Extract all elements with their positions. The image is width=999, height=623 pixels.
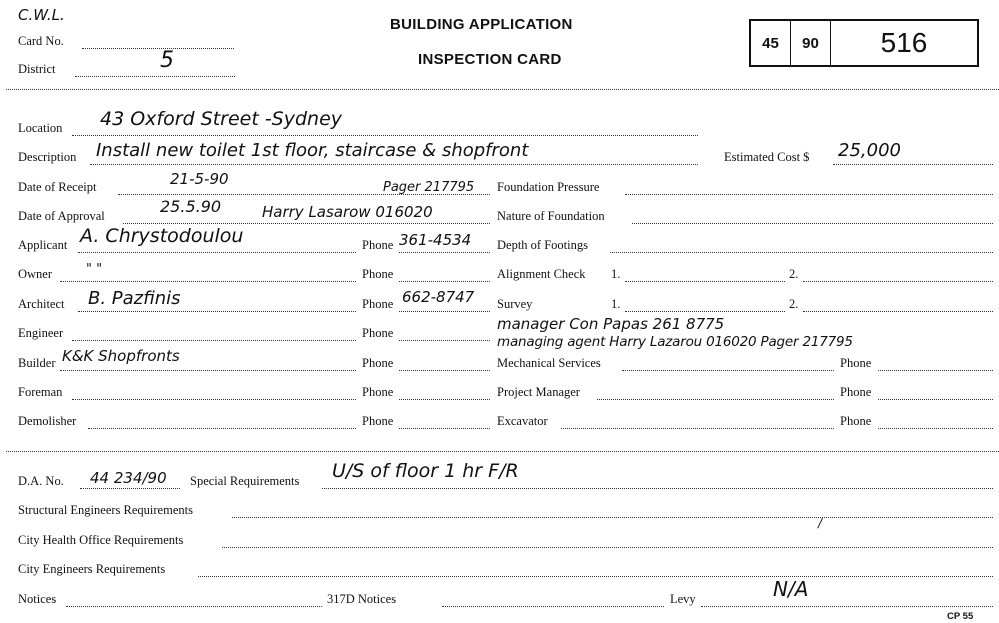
location-line: [72, 135, 698, 136]
levy-line: [701, 606, 993, 607]
engineer-label: Engineer: [18, 326, 64, 340]
special-requirements-line: [322, 488, 993, 489]
date-receipt-value: 21-5-90: [170, 170, 229, 188]
district-line: [75, 76, 235, 77]
special-requirements-label: Special Requirements: [190, 474, 300, 488]
location-value: 43 Oxford Street -Sydney: [100, 108, 343, 130]
da-no-line: [80, 488, 180, 489]
date-approval-label: Date of Approval: [18, 209, 105, 223]
engineer-line: [72, 340, 356, 341]
builder-phone-line: [399, 370, 490, 371]
architect-phone-line: [399, 311, 490, 312]
architect-phone-value: 662-8747: [402, 288, 475, 306]
builder-line: [60, 370, 356, 371]
da-no-label: D.A. No.: [18, 474, 64, 488]
demolisher-line: [88, 428, 356, 429]
city-engineers-line: [198, 576, 993, 577]
owner-label: Owner: [18, 267, 53, 281]
date-approval-line: [123, 223, 490, 224]
mechanical-services-line: [622, 370, 834, 371]
structural-mark: /: [818, 516, 823, 530]
survey-2-line: [803, 311, 993, 312]
notices-317d-label: 317D Notices: [327, 592, 397, 606]
city-health-line: [222, 547, 993, 548]
architect-line: [78, 311, 356, 312]
excavator-phone-line: [878, 428, 993, 429]
owner-phone-label: Phone: [362, 267, 394, 281]
description-label: Description: [18, 150, 77, 164]
applicant-value: A. Chrystodoulou: [80, 225, 244, 247]
architect-value: B. Pazfinis: [88, 288, 181, 309]
alignment-2-line: [803, 281, 993, 282]
alignment-check-label: Alignment Check: [497, 267, 586, 281]
alignment-1-label: 1.: [611, 267, 621, 281]
owner-phone-line: [399, 281, 490, 282]
architect-label: Architect: [18, 297, 65, 311]
date-approval-value: 25.5.90: [160, 197, 222, 216]
survey-2-label: 2.: [789, 297, 799, 311]
depth-footings-line: [610, 252, 993, 253]
demolisher-phone-line: [399, 428, 490, 429]
divider-bottom: [6, 451, 999, 452]
architect-phone-label: Phone: [362, 297, 394, 311]
structural-label: Structural Engineers Requirements: [18, 503, 193, 517]
alignment-1-line: [625, 281, 785, 282]
project-manager-phone-label: Phone: [840, 385, 872, 399]
card-number-box: [749, 19, 979, 67]
applicant-phone-label: Phone: [362, 238, 394, 252]
demolisher-label: Demolisher: [18, 414, 77, 428]
applicant-phone-line: [399, 252, 490, 253]
manager-note: manager Con Papas 261 8775: [497, 315, 725, 333]
card-no-label: Card No.: [18, 34, 64, 48]
special-requirements-value: U/S of floor 1 hr F/R: [332, 460, 519, 482]
owner-value: " ": [86, 262, 103, 277]
alignment-2-label: 2.: [789, 267, 799, 281]
survey-label: Survey: [497, 297, 533, 311]
depth-footings-label: Depth of Footings: [497, 238, 588, 252]
foreman-phone-label: Phone: [362, 385, 394, 399]
foundation-pressure-line: [625, 194, 993, 195]
survey-1-label: 1.: [611, 297, 621, 311]
card-number-main: 516: [880, 27, 928, 58]
excavator-phone-label: Phone: [840, 414, 872, 428]
notices-line: [66, 606, 322, 607]
demolisher-phone-label: Phone: [362, 414, 394, 428]
approval-note: Harry Lasarow 016020: [262, 203, 433, 221]
form-title-line1: BUILDING APPLICATION: [390, 16, 573, 33]
notices-317d-line: [442, 606, 664, 607]
survey-1-line: [625, 311, 785, 312]
builder-value: K&K Shopfronts: [62, 347, 180, 365]
structural-line: [232, 517, 993, 518]
city-health-label: City Health Office Requirements: [18, 533, 184, 547]
pager-note: Pager 217795: [383, 180, 475, 195]
divider-top: [6, 89, 999, 90]
description-line: [90, 164, 698, 165]
builder-phone-label: Phone: [362, 356, 394, 370]
excavator-label: Excavator: [497, 414, 548, 428]
nature-foundation-line: [632, 223, 993, 224]
project-manager-line: [597, 399, 834, 400]
location-label: Location: [18, 121, 63, 135]
managing-agent-note: managing agent Harry Lazarou 016020 Pager 217795: [497, 334, 853, 350]
foreman-line: [72, 399, 356, 400]
estimated-cost-line: [833, 164, 993, 165]
applicant-line: [78, 252, 356, 253]
project-manager-phone-line: [878, 399, 993, 400]
notices-label: Notices: [18, 592, 57, 606]
cwl-note: C.W.L.: [18, 6, 65, 24]
builder-label: Builder: [18, 356, 56, 370]
foreman-phone-line: [399, 399, 490, 400]
mechanical-services-label: Mechanical Services: [497, 356, 601, 370]
engineer-phone-label: Phone: [362, 326, 394, 340]
project-manager-label: Project Manager: [497, 385, 580, 399]
mechanical-phone-label: Phone: [840, 356, 872, 370]
levy-value: N/A: [773, 577, 809, 601]
engineer-phone-line: [399, 340, 490, 341]
card-number-cell: 90: [791, 21, 831, 65]
nature-foundation-label: Nature of Foundation: [497, 209, 605, 223]
estimated-cost-label: Estimated Cost $: [724, 150, 810, 164]
applicant-phone-value: 361-4534: [399, 231, 472, 249]
form-code: CP 55: [947, 611, 974, 622]
excavator-line: [561, 428, 834, 429]
foundation-pressure-label: Foundation Pressure: [497, 180, 600, 194]
date-receipt-label: Date of Receipt: [18, 180, 97, 194]
applicant-label: Applicant: [18, 238, 68, 252]
form-title-line2: INSPECTION CARD: [418, 51, 562, 68]
owner-line: [60, 281, 356, 282]
mechanical-phone-line: [878, 370, 993, 371]
levy-label: Levy: [670, 592, 696, 606]
city-engineers-label: City Engineers Requirements: [18, 562, 166, 576]
da-no-value: 44 234/90: [90, 469, 167, 487]
estimated-cost-value: 25,000: [838, 140, 901, 161]
district-label: District: [18, 62, 56, 76]
card-number-cell: 45: [751, 21, 791, 65]
foreman-label: Foreman: [18, 385, 63, 399]
description-value: Install new toilet 1st floor, staircase & shopfront: [96, 140, 529, 161]
card-no-line: [82, 48, 234, 49]
district-value: 5: [160, 48, 174, 73]
